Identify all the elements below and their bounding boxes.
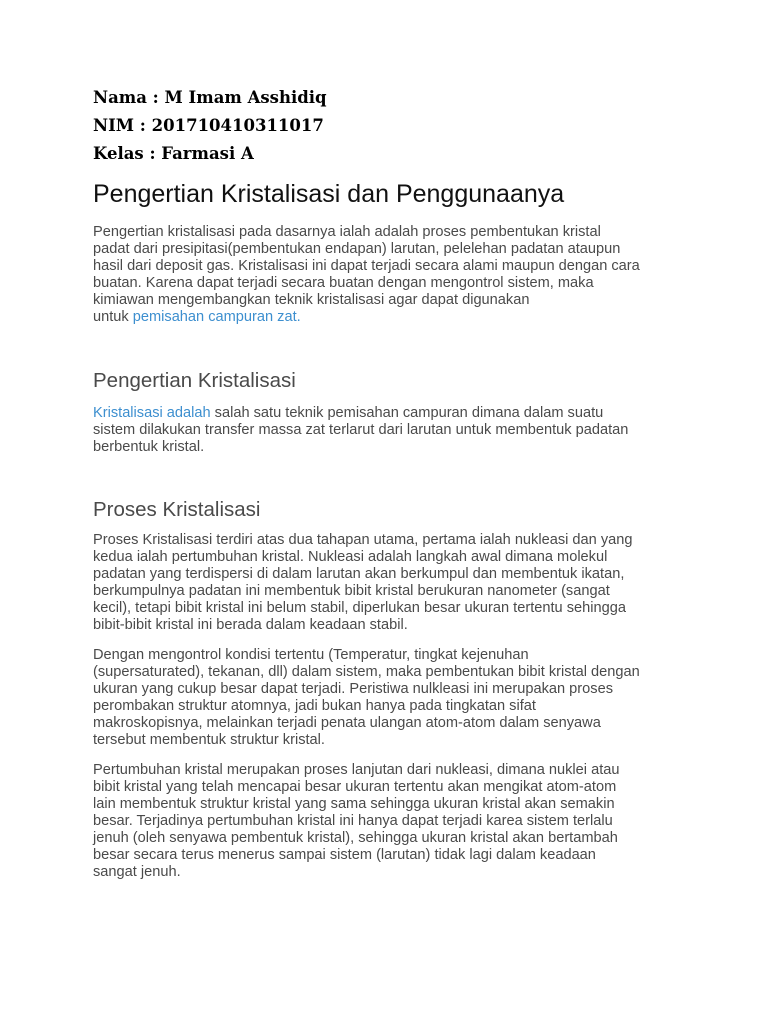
paragraph-line: kedua ialah pertumbuhan kristal. Nukleasi adalah langkah awal dimana molekul	[93, 549, 608, 565]
kristalisasi-adalah-link[interactable]: Kristalisasi adalah	[93, 405, 211, 421]
paragraph-line: berkumpulnya padatan ini membentuk bibit kristal berukuran nanometer (sangat	[93, 583, 610, 599]
section1-paragraph	[93, 405, 683, 456]
paragraph-line: perombakan struktur atomnya, jadi bukan hanya pada tingkatan sifat	[93, 698, 536, 714]
section1-line: sistem dilakukan transfer massa zat terlarut dari larutan untuk membentuk padatan	[93, 422, 629, 438]
intro-line: kimiawan mengembangkan teknik kristalisasi agar dapat digunakan	[93, 292, 530, 308]
student-class: Kelas : Farmasi A	[93, 144, 254, 163]
section2-paragraph-2	[93, 647, 683, 749]
intro-last-line	[93, 309, 683, 326]
pemisahan-campuran-link[interactable]: pemisahan campuran zat.	[132, 309, 301, 325]
paragraph-line: lain membentuk struktur kristal yang sama sehingga ukuran kristal akan semakin	[93, 796, 615, 812]
page-title: Pengertian Kristalisasi dan Penggunaanya	[93, 180, 565, 208]
section-heading-pengertian: Pengertian Kristalisasi	[93, 369, 296, 392]
paragraph-line: jenuh (oleh senyawa pembentuk kristal), sehingga ukuran kristal akan bertambah	[93, 830, 618, 846]
intro-line: hasil dari deposit gas. Kristalisasi ini dapat terjadi secara alami maupun dengan cara	[93, 258, 640, 274]
student-name: Nama : M Imam Asshidiq	[93, 88, 327, 107]
paragraph-line: besar. Terjadinya pertumbuhan kristal ini hanya dapat terjadi karea sistem terlalu	[93, 813, 613, 829]
paragraph-line: Proses Kristalisasi terdiri atas dua tahapan utama, pertama ialah nukleasi dan yang	[93, 532, 633, 548]
paragraph-line: (supersaturated), tekanan, dll) dalam sistem, maka pembentukan bibit kristal dengan	[93, 664, 640, 680]
paragraph-line: Pertumbuhan kristal merupakan proses lanjutan dari nukleasi, dimana nuklei atau	[93, 762, 620, 778]
paragraph-line: tersebut membentuk struktur kristal.	[93, 732, 325, 748]
paragraph-line: sangat jenuh.	[93, 864, 181, 880]
paragraph-line: ukuran yang cukup besar dapat terjadi. Peristiwa nulkleasi ini merupakan proses	[93, 681, 613, 697]
section2-paragraph-1	[93, 532, 683, 634]
section1-first-rest: salah satu teknik pemisahan campuran dimana dalam suatu	[210, 405, 604, 421]
paragraph-line: kecil), tetapi bibit kristal ini belum stabil, diperlukan besar ukuran tertentu sehingga	[93, 600, 626, 616]
section-heading-proses: Proses Kristalisasi	[93, 498, 261, 521]
intro-line: buatan. Karena dapat terjadi secara buatan dengan mengontrol sistem, maka	[93, 275, 594, 291]
student-nim: NIM : 201710410311017	[93, 116, 324, 135]
paragraph-line: Dengan mengontrol kondisi tertentu (Temperatur, tingkat kejenuhan	[93, 647, 529, 663]
paragraph-line: padatan yang terdispersi di dalam larutan akan berkumpul dan membentuk ikatan,	[93, 566, 625, 582]
paragraph-line: besar secara terus menerus sampai sistem (larutan) tidak lagi dalam keadaan	[93, 847, 596, 863]
paragraph-line: makroskopisnya, melainkan terjadi penata ulangan atom-atom dalam senyawa	[93, 715, 601, 731]
document-page	[93, 84, 683, 881]
intro-paragraph	[93, 224, 683, 326]
intro-line: padat dari presipitasi(pembentukan endapan) larutan, pelelehan padatan ataupun	[93, 241, 621, 257]
paragraph-line: bibit kristal yang telah mencapai besar ukuran tertentu akan mengikat atom-atom	[93, 779, 617, 795]
paragraph-line: bibit-bibit kristal ini berada dalam keadaan stabil.	[93, 617, 408, 633]
intro-last-prefix: untuk	[93, 309, 133, 325]
section1-line: berbentuk kristal.	[93, 439, 205, 455]
section1-first-line	[93, 405, 683, 422]
intro-line: Pengertian kristalisasi pada dasarnya ialah adalah proses pembentukan kristal	[93, 224, 601, 240]
section2-paragraph-3	[93, 762, 683, 881]
